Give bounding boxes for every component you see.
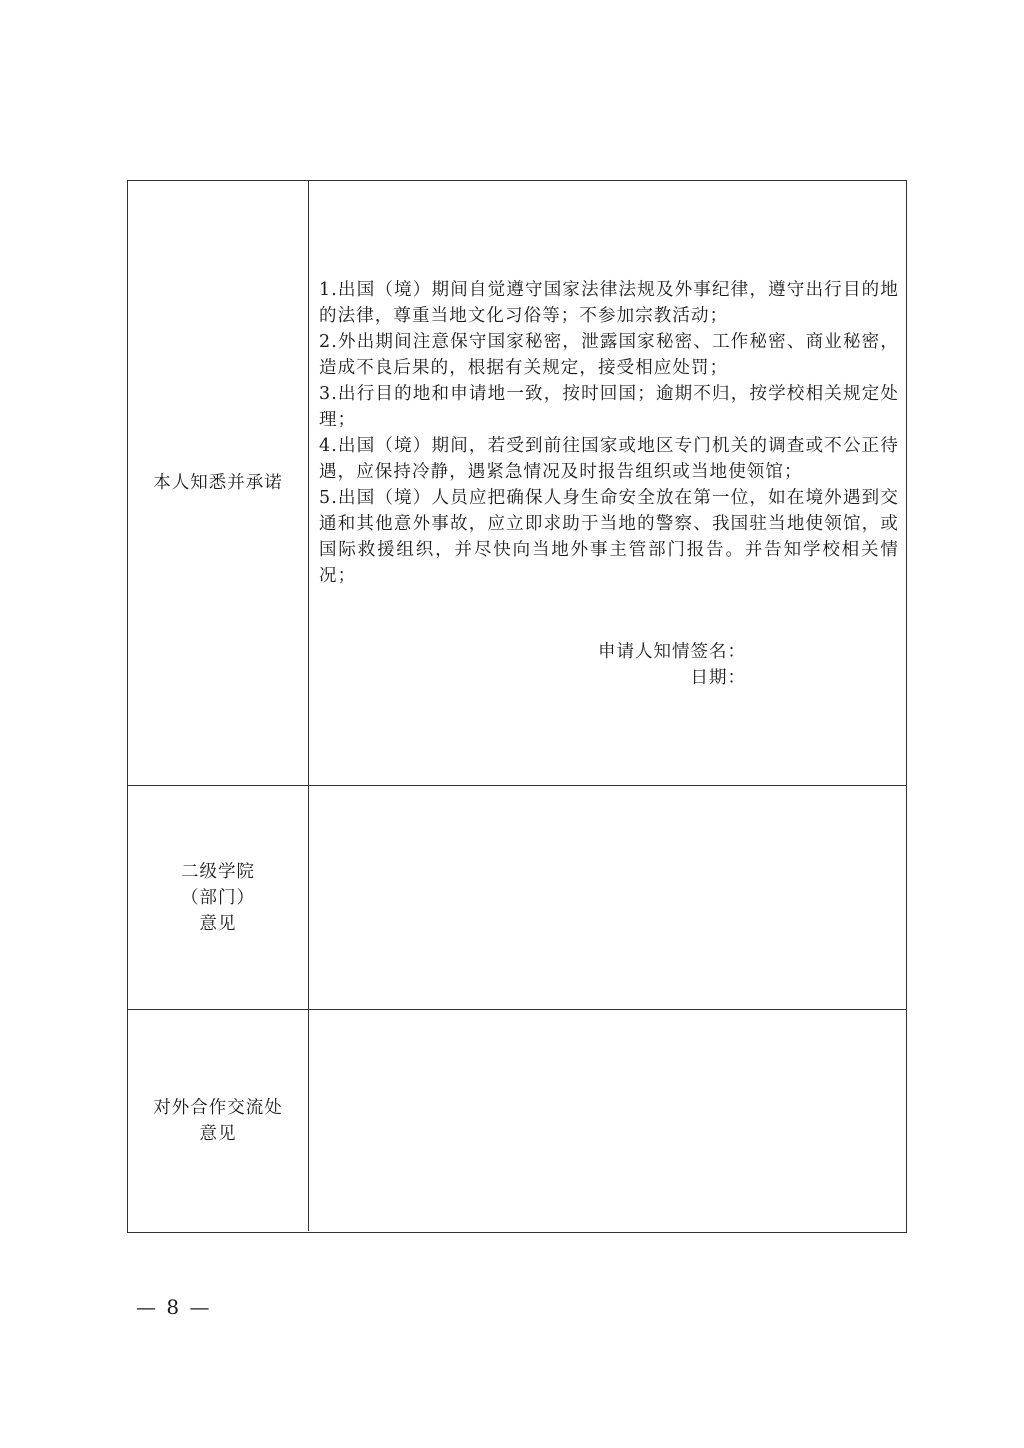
college-opinion-field[interactable]: [309, 786, 906, 1009]
date-label: 日期：: [690, 668, 746, 688]
college-label-cell: [128, 786, 309, 1009]
commitment-label-cell: [128, 181, 309, 785]
commitment-item: 3.出行目的地和申请地一致，按时回国；逾期不归，按学校相关规定处理；: [319, 384, 899, 430]
office-opinion-field[interactable]: [309, 1010, 906, 1231]
commitment-content-cell: [309, 181, 906, 785]
office-label-line1: 对外合作交流处: [153, 1097, 283, 1118]
commitment-row: [128, 181, 906, 785]
college-label-line2: （部门）: [181, 887, 255, 908]
office-opinion-row: [128, 1009, 906, 1231]
commitment-item: 1.出国（境）期间自觉遵守国家法律法规及外事纪律，遵守出行目的地的法律，尊重当地文化习俗等；不参加宗教活动；: [319, 280, 899, 326]
commitment-item: 5.出国（境）人员应把确保人身生命安全放在第一位，如在境外遇到交通和其他意外事故，应立即求助于当地的警察、我国驻当地使领馆，或国际救援组织，并尽快向当地外事主管部门报告。并告知学校相关情况；: [319, 488, 899, 586]
signature-label: 申请人知情签名：: [598, 642, 746, 662]
commitment-list: [319, 277, 899, 589]
office-label-line2: 意见: [199, 1123, 237, 1144]
college-label-line1: 二级学院: [181, 861, 255, 882]
signature-block: [598, 639, 746, 691]
commitment-label: 本人知悉并承诺: [153, 473, 283, 493]
commitment-item: 2.外出期间注意保守国家秘密，泄露国家秘密、工作秘密、商业秘密，造成不良后果的，根据有关规定，接受相应处罚；: [319, 332, 899, 378]
form-table: [127, 180, 907, 1233]
office-label-cell: [128, 1010, 309, 1231]
college-label-line3: 意见: [199, 913, 237, 934]
page-number: — 8 —: [136, 1295, 212, 1319]
commitment-item: 4.出国（境）期间，若受到前往国家或地区专门机关的调查或不公正待遇，应保持冷静，遇紧急情况及时报告组织或当地使领馆；: [319, 436, 899, 482]
college-opinion-row: [128, 785, 906, 1009]
